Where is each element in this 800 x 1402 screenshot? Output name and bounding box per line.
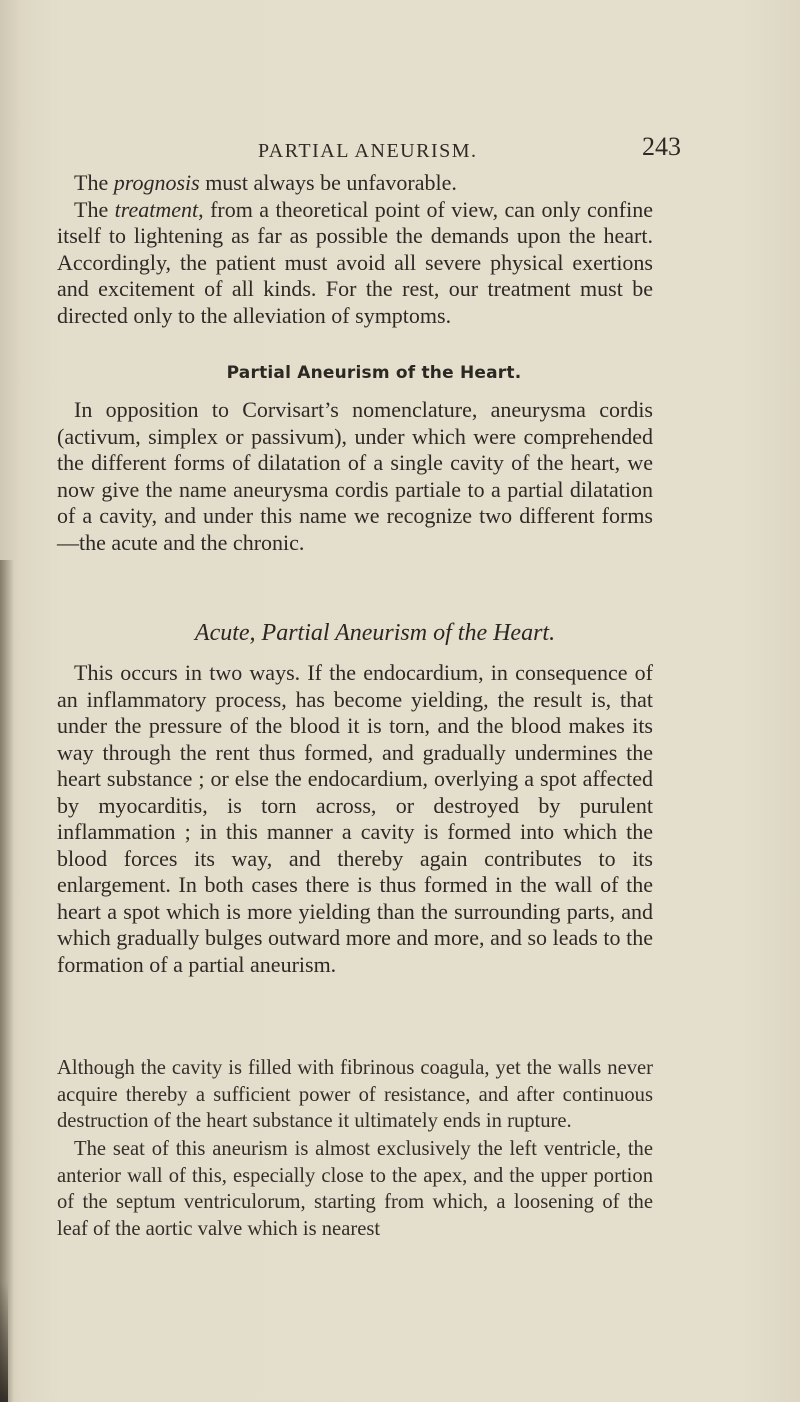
corvisart-paragraph: In opposition to Corvisart’s nomenclature, aneurysma cordis (activum, simplex or passivum), under which were comprehended the different forms of dilatation of a single cavity of the heart, we now give the name aneurysma cordis partiale to a partial dilatation of a cavity, and under this name we recognize two different forms—the acute and the chronic.: [57, 397, 653, 555]
running-head: [0, 130, 800, 170]
treatment-paragraph: [57, 197, 653, 330]
corvisart-block: [57, 397, 653, 556]
gutter-shadow: [0, 560, 14, 1402]
prognosis-rest: must always be unfavorable.: [199, 170, 457, 195]
page-number: 243: [642, 132, 681, 161]
prognosis-treatment-block: [57, 170, 653, 329]
treatment-term: treatment: [114, 196, 199, 222]
seat-paragraph: The seat of this aneurism is almost exclusively the left ventricle, the anterior wall of this, especially close to the apex, and the upper portion of the septum ventriculorum, starting from which, a loosening of the leaf of the aortic valve which is nearest: [57, 1138, 653, 1240]
section-heading: [0, 363, 800, 383]
sub-heading: [0, 620, 800, 647]
acute-block: [57, 660, 653, 978]
acute-paragraph: This occurs in two ways. If the endocardium, in consequence of an inflammatory process, has become yielding, the result is, that under the pressure of the blood it is torn, and the blood makes its way through the rent thus formed, and gradually undermines the heart substance ; or else the endocardium, overlying a spot affected by myocarditis, is torn across, or destroyed by purulent inflammation ; in this manner a cavity is formed into which the blood forces its way, and thereby again contributes to its enlargement. In both cases there is thus formed in the wall of the heart a spot which is more yielding than the surrounding parts, and which gradually bulges outward more and more, and so leads to the formation of a partial aneurism.: [57, 660, 653, 977]
section-heading-text: Partial Aneurism of the Heart.: [226, 363, 522, 383]
seat-block: [57, 1136, 653, 1242]
running-title: PARTIAL ANEURISM.: [258, 140, 478, 162]
gutter-edge: [0, 1282, 8, 1402]
prognosis-paragraph: [57, 170, 653, 197]
treatment-rest: , from a theoretical point of view, can only confine itself to lightening as far as possible the demands upon the heart. Accordingly, the patient must avoid all severe physical exertions and excitement of all kinds. For the rest, our treatment must be directed only to the alleviation of symptoms.: [57, 196, 654, 328]
acute-continuation-paragraph: Although the cavity is filled with fibrinous coagula, yet the walls never acquire thereby a sufficient power of resistance, and after continuous destruction of the heart substance it ultimately ends in rupture.: [57, 1057, 653, 1132]
treatment-intro: The: [74, 196, 115, 222]
prognosis-term: prognosis: [113, 170, 200, 195]
prognosis-intro: The: [74, 170, 114, 195]
acute-continuation-block: [57, 1055, 653, 1135]
sub-heading-text: Acute, Partial Aneurism of the Heart.: [194, 620, 556, 646]
